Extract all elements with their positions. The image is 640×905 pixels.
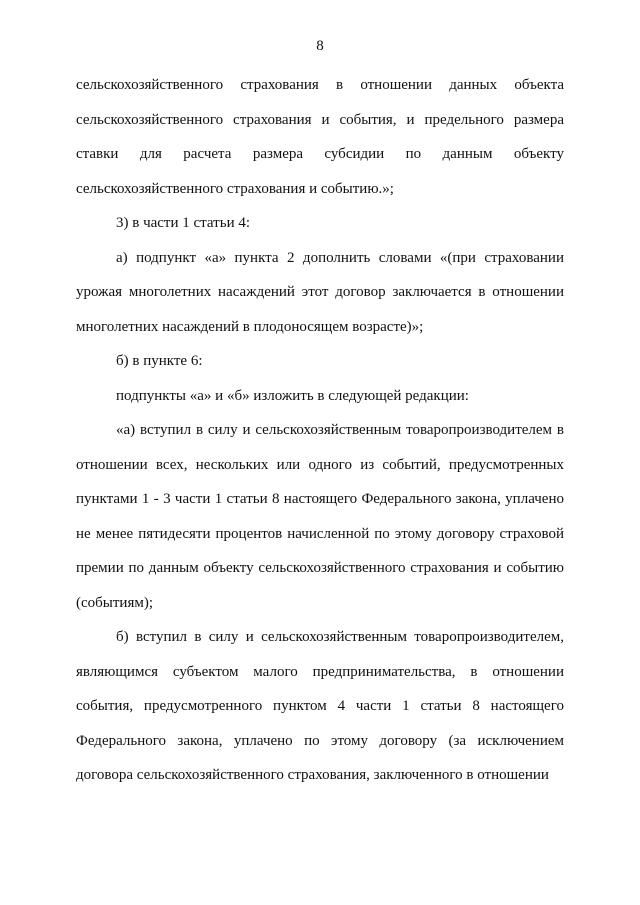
document-body bbox=[76, 68, 564, 793]
paragraph-continuation: сельскохозяйственного страхования в отношении данных объекта сельскохозяйственного страхования и события, и предельного размера ставки для расчета размера субсидии по данным объекту сельскохозяйственного страхования и событию.»; bbox=[76, 77, 564, 197]
page-number: 8 bbox=[316, 38, 324, 54]
paragraph-new-subitem-a: «а) вступил в силу и сельскохозяйственным товаропроизводителем в отношении всех, нескольких или одного из событий, предусмотренных пунктами 1 - 3 части 1 статьи 8 настоящего Федерального закона, уплачено не менее пятидесяти процентов начисленной по этому договору страховой премии по данным объекту сельскохозяйственного страхования и событию (событиям); bbox=[76, 422, 564, 611]
paragraph-new-subitem-b: б) вступил в силу и сельскохозяйственным товаропроизводителем, являющимся субъектом малого предпринимательства, в отношении события, предусмотренного пунктом 4 части 1 статьи 8 настоящего Федерального закона, уплачено по этому договору (за исключением договора сельскохозяйственного страхования, заключенного в отношении bbox=[76, 629, 564, 783]
paragraph-subitem-b: б) в пункте 6: bbox=[116, 353, 203, 369]
paragraph-item-3: 3) в части 1 статьи 4: bbox=[116, 215, 251, 231]
paragraph-subitem-a: а) подпункт «а» пункта 2 дополнить словами «(при страховании урожая многолетних насаждений этот договор заключается в отношении многолетних насаждений в плодоносящем возрасте)»; bbox=[76, 249, 564, 335]
paragraph-edit-instruction: подпункты «а» и «б» изложить в следующей редакции: bbox=[116, 387, 469, 404]
